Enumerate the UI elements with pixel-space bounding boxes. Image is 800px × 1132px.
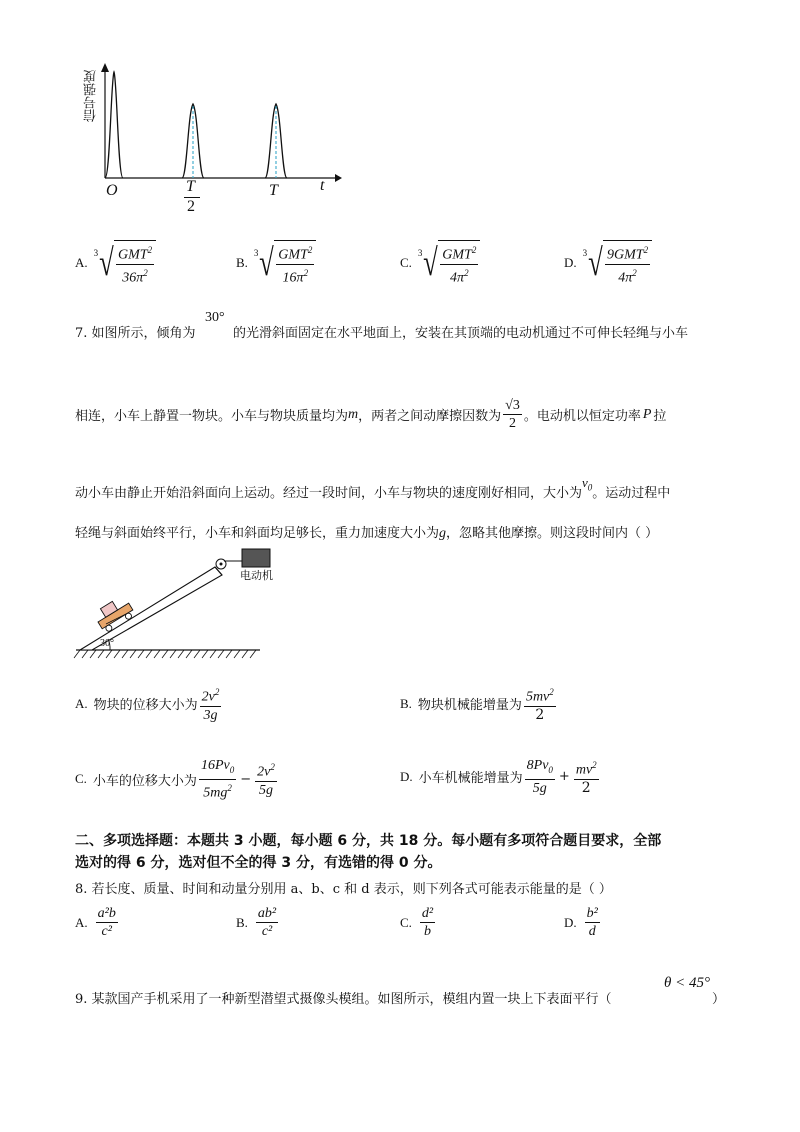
q8-option-d[interactable]: D. $\frac{\text{b²}}{d}$ (564, 906, 598, 939)
graph-ylabel: 信号强度 (84, 70, 99, 122)
section2-heading-line2: 选对的得 6 分，选对但不全的得 3 分，有选错的得 0 分。 (75, 855, 442, 871)
q8-option-b[interactable]: B. $\frac{\text{ab²}}{\text{c²}}$ (236, 906, 277, 939)
q8-option-a[interactable]: A. $\frac{\text{a²b}}{\text{c²}}$ (75, 906, 116, 939)
q6-option-b-radical: 3 √ $\frac{GMT^2}{16\pi^2}$ (254, 240, 316, 285)
q6-option-c-radical: 3 √ $\frac{GMT^2}{4\pi^2}$ (418, 240, 480, 285)
q6-option-d[interactable]: D. 3 √ $\frac{9GMT^2}{4\pi^2}$ (564, 240, 652, 285)
q6-option-b[interactable]: B. 3 √ $\frac{GMT^2}{16\pi^2}$ (236, 240, 316, 285)
figure-angle-label: 30° (100, 638, 114, 649)
incline-figure (70, 540, 300, 665)
q6-option-a[interactable]: A. 3 √ $\frac{GMT^2}{36\pi^2}$ (75, 240, 156, 285)
graph-half-period-num: T (186, 178, 195, 195)
q7-mu-fraction: $\frac{√3}{2}$ (505, 398, 520, 431)
graph-period-label: T (269, 182, 278, 199)
graph-origin-label: O (106, 182, 118, 199)
signal-graph (80, 60, 350, 220)
q6-option-d-radical: 3 √ $\frac{9GMT^2}{4\pi^2}$ (583, 240, 652, 285)
q7-line1: 7. 如图所示，倾角为 (75, 326, 196, 341)
q6-option-a-radical: 3 √ $\frac{GMT^2}{36\pi^2}$ (94, 240, 156, 285)
q7-option-a[interactable]: A. 物块的位移大小为 $\frac{2v^2}{3g}$ (75, 687, 220, 723)
q9-stem: 9. 某款国产手机采用了一种新型潜望式摄像头模组。如图所示，模组内置一块上下表面平行（ (75, 992, 612, 1007)
graph-time-axis-label: t (320, 177, 325, 194)
q7-line4: 轻绳与斜面始终平行，小车和斜面均足够长，重力加速度大小为g，忽略其他摩擦。则这段时间内（ ） (75, 526, 659, 541)
q6-option-c[interactable]: C. 3 √ $\frac{GMT^2}{4\pi^2}$ (400, 240, 480, 285)
q7-line2: 相连，小车上静置一物块。小车与物块质量均为 m ，两者之间动摩擦因数为 $\frac{√3}{2}$ 。电动机以恒定功率 P 拉 (75, 398, 667, 431)
motor-label: 电动机 (240, 569, 273, 582)
q8-stem: 8. 若长度、质量、时间和动量分别用 a、b、c 和 d 表示，则下列各式可能表示能量的是（ ） (75, 882, 612, 897)
q9-close: ） (712, 992, 726, 1007)
q7-angle: 30° (205, 310, 225, 325)
q7-option-c[interactable]: C. 小车的位移大小为 $\frac{16Pv_0}{5mg^2}$ − $\frac{2v^2}{5g}$ (75, 758, 275, 801)
signal-graph-svg (80, 60, 350, 220)
q7-line1-rest: 的光滑斜面固定在水平地面上，安装在其顶端的电动机通过不可伸长轻绳与小车 (233, 326, 689, 341)
q7-option-d[interactable]: D. 小车机械能增量为 $\frac{8Pv_0}{5g}$ + $\frac{mv^2}{2}$ (400, 758, 597, 796)
q9-condition: θ < 45° (664, 975, 710, 991)
graph-half-period-den: 2 (187, 198, 195, 215)
q7-option-b[interactable]: B. 物块机械能增量为 $\frac{5mv^2}{2}$ (400, 687, 554, 723)
q7-line3: 动小车由静止开始沿斜面向上运动。经过一段时间，小车与物块的速度刚好相同，大小为 $v_0$ 。运动过程中 (75, 474, 671, 501)
section2-heading-line1: 二、多项选择题：本题共 3 小题，每小题 6 分，共 18 分。每小题有多项符合题目要求，全部 (75, 833, 662, 849)
q8-option-c[interactable]: C. $\frac{\text{d²}}{b}$ (400, 906, 434, 939)
